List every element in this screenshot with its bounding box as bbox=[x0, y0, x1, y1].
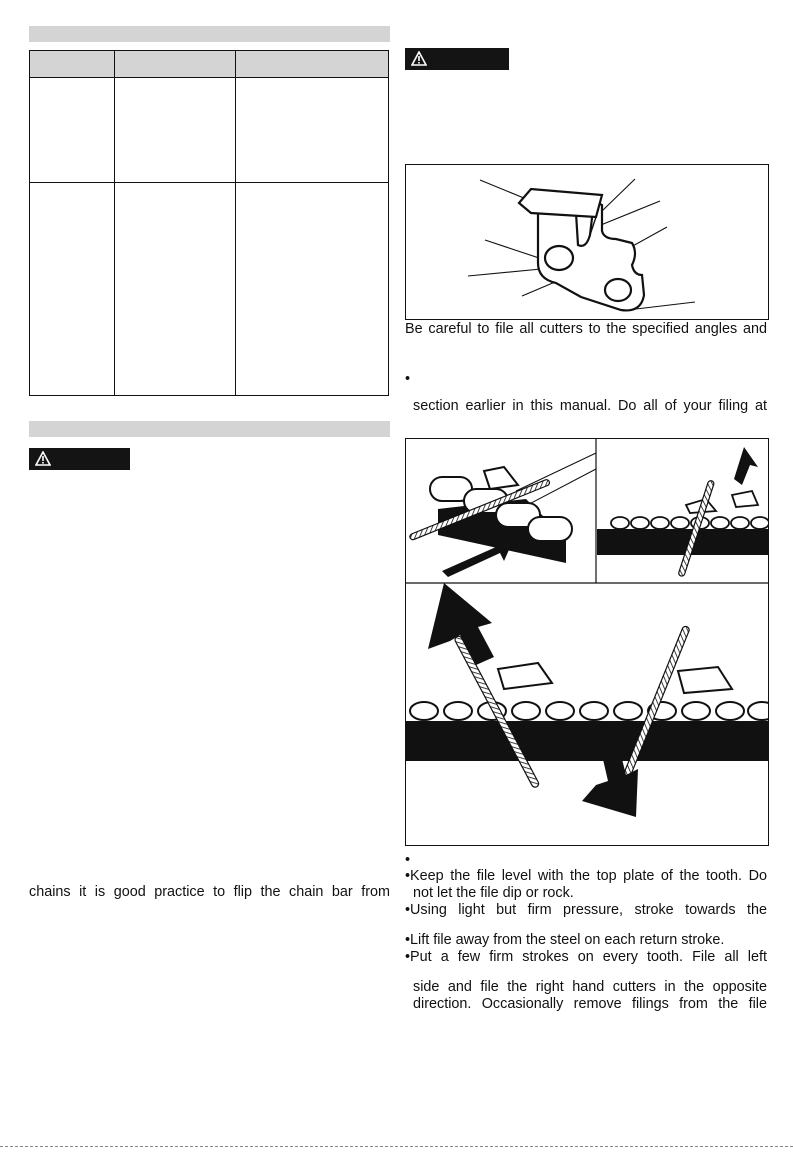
table-cell bbox=[115, 78, 236, 183]
cutter-tooth-diagram bbox=[405, 164, 769, 320]
bullet-continuation: not let the file dip or rock. bbox=[413, 885, 574, 901]
table-row bbox=[30, 78, 389, 183]
bullet: • bbox=[405, 371, 411, 387]
warning-triangle-icon bbox=[411, 51, 427, 66]
table-cell bbox=[30, 183, 115, 396]
warning-label bbox=[29, 448, 130, 470]
table-header-cell bbox=[236, 51, 389, 78]
cutter-caption: Be careful to file all cutters to the specified angles and bbox=[405, 321, 767, 337]
filing-illustrations bbox=[406, 439, 768, 845]
bullet-firm-strokes: •Put a few firm strokes on every tooth. File all left bbox=[405, 949, 767, 965]
table-cell bbox=[236, 183, 389, 396]
bullet: • bbox=[405, 852, 411, 868]
table-cell bbox=[30, 78, 115, 183]
page-bottom-divider bbox=[0, 1146, 793, 1147]
table-header-cell bbox=[30, 51, 115, 78]
table-header-row bbox=[30, 51, 389, 78]
table-cell bbox=[115, 183, 236, 396]
bullet-lift-file: •Lift file away from the steel on each return stroke. bbox=[405, 932, 725, 948]
chain-flip-text: chains it is good practice to flip the chain bar from bbox=[29, 884, 390, 900]
table-cell bbox=[236, 78, 389, 183]
warning-triangle-icon bbox=[35, 451, 51, 466]
specification-table bbox=[29, 50, 389, 396]
bullet-keep-file-level: •Keep the file level with the top plate of the tooth. Do bbox=[405, 868, 767, 884]
filing-technique-diagram bbox=[405, 438, 769, 846]
bullet-light-pressure: •Using light but firm pressure, stroke towards the bbox=[405, 902, 767, 918]
section-header-bar bbox=[29, 421, 390, 437]
table-header-cell bbox=[115, 51, 236, 78]
section-header-bar bbox=[29, 26, 390, 42]
bullet-continuation: direction. Occasionally remove filings from the file bbox=[413, 996, 767, 1012]
cutter-tooth-illustration bbox=[406, 165, 768, 319]
table-row bbox=[30, 183, 389, 396]
bullet-continuation: side and file the right hand cutters in the opposite bbox=[413, 979, 767, 995]
warning-label bbox=[405, 48, 509, 70]
filing-section-text: section earlier in this manual. Do all of your filing at bbox=[413, 398, 767, 414]
